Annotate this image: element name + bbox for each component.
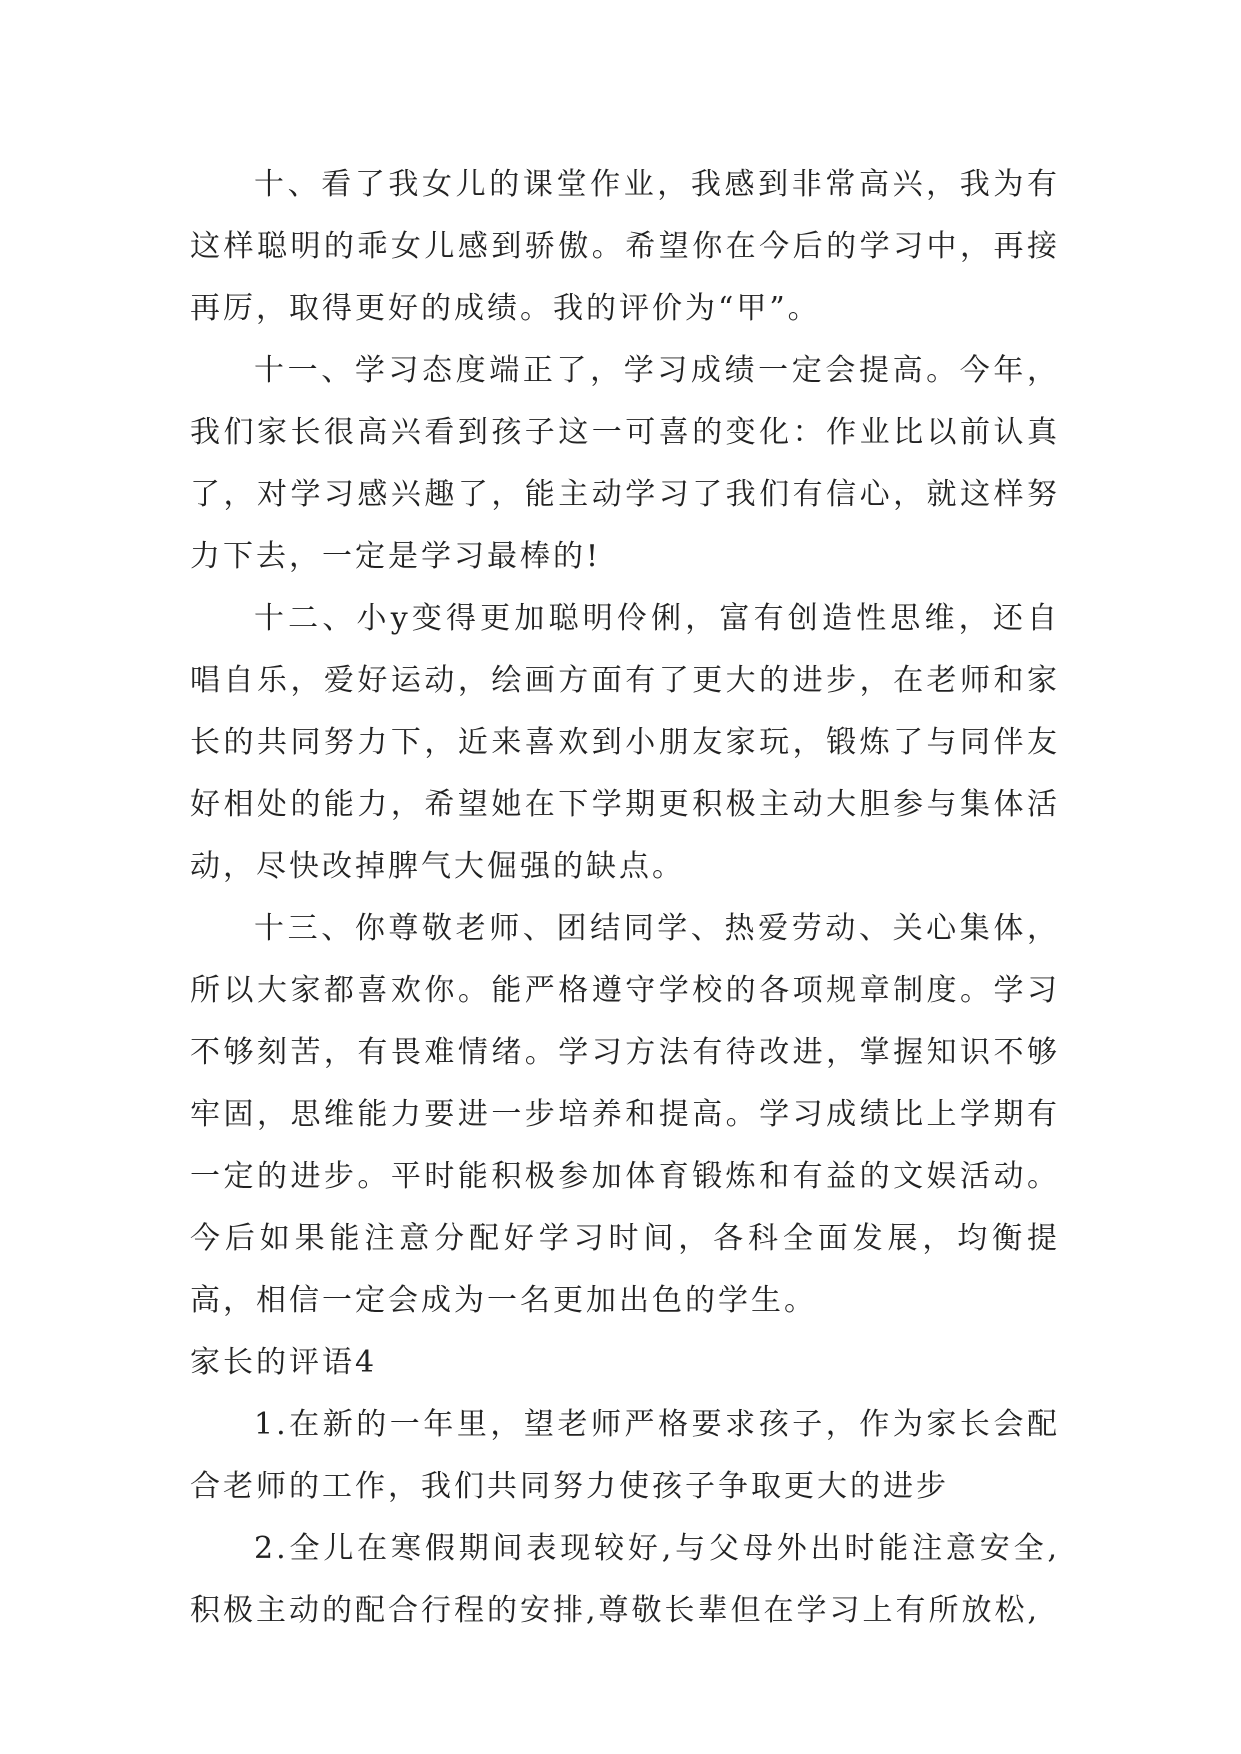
paragraph-12: 十二、小y变得更加聪明伶俐，富有创造性思维，还自唱自乐，爱好运动，绘画方面有了更大的进步，在老师和家长的共同努力下，近来喜欢到小朋友家玩，锻炼了与同伴友好相处的能力，希望她在下学期更积极主动大胆参与集体活动，尽快改掉脾气大倔强的缺点。: [190, 601, 1060, 884]
paragraph-11: 十一、学习态度端正了，学习成绩一定会提高。今年，我们家长很高兴看到孩子这一可喜的变化：作业比以前认真了，对学习感兴趣了，能主动学习了我们有信心，就这样努力下去，一定是学习最棒的!: [190, 353, 1060, 574]
paragraph-10: 十、看了我女儿的课堂作业，我感到非常高兴，我为有这样聪明的乖女儿感到骄傲。希望你在今后的学习中，再接再厉，取得更好的成绩。我的评价为“甲”。: [190, 167, 1060, 326]
paragraph-13: 十三、你尊敬老师、团结同学、热爱劳动、关心集体，所以大家都喜欢你。能严格遵守学校的各项规章制度。学习不够刻苦，有畏难情绪。学习方法有待改进，掌握知识不够牢固，思维能力要进一步培养和提高。学习成绩比上学期有一定的进步。平时能积极参加体育锻炼和有益的文娱活动。今后如果能注意分配好学习时间，各科全面发展，均衡提高，相信一定会成为一名更加出色的学生。: [190, 911, 1060, 1318]
document-body: [190, 154, 1060, 1642]
list-item-1: 1.在新的一年里，望老师严格要求孩子，作为家长会配合老师的工作，我们共同努力使孩子争取更大的进步: [190, 1407, 1060, 1504]
section-heading: 家长的评语4: [190, 1345, 378, 1380]
list-item-2: 2.全儿在寒假期间表现较好,与父母外出时能注意安全,积极主动的配合行程的安排,尊敬长辈但在学习上有所放松,: [190, 1531, 1060, 1628]
